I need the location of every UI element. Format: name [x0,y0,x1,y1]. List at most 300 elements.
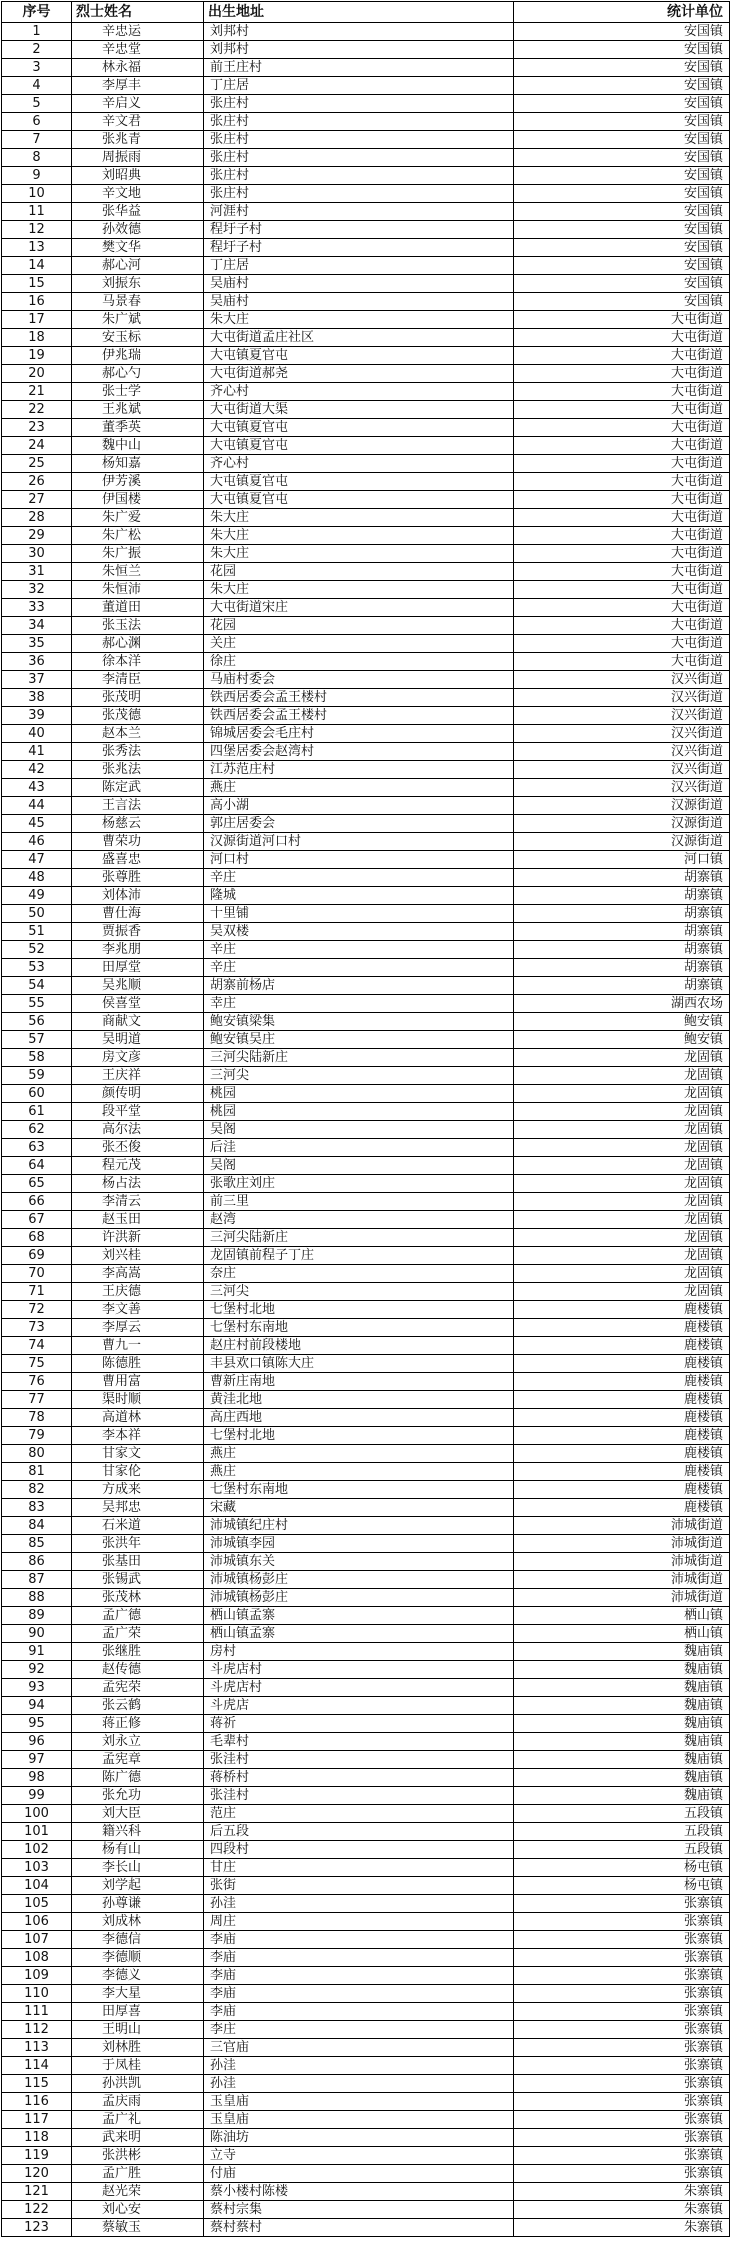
cell-unit: 沛城街道 [514,1589,730,1607]
cell-no: 119 [2,2147,72,2165]
table-row [2,383,730,401]
cell-name: 刘昭典 [72,167,204,185]
cell-name: 王明山 [72,2021,204,2039]
cell-no: 79 [2,1427,72,1445]
cell-unit: 大屯街道 [514,617,730,635]
cell-no: 33 [2,599,72,617]
cell-unit: 龙固镇 [514,1139,730,1157]
cell-no: 61 [2,1103,72,1121]
cell-place: 朱大庄 [204,545,514,563]
cell-place: 张庄村 [204,167,514,185]
table-row [2,833,730,851]
cell-name: 吴邦忠 [72,1499,204,1517]
table-row [2,2021,730,2039]
cell-place: 朱大庄 [204,527,514,545]
cell-place: 李庙 [204,2003,514,2021]
cell-unit: 安国镇 [514,239,730,257]
cell-name: 刘兴桂 [72,1247,204,1265]
cell-name: 孟宪章 [72,1751,204,1769]
table-row [2,1157,730,1175]
cell-no: 72 [2,1301,72,1319]
cell-no: 5 [2,95,72,113]
table-row [2,185,730,203]
cell-name: 张玉法 [72,617,204,635]
table-row [2,1265,730,1283]
cell-unit: 张寨镇 [514,1895,730,1913]
cell-place: 桃园 [204,1103,514,1121]
cell-unit: 魏庙镇 [514,1715,730,1733]
cell-place: 铁西居委会孟王楼村 [204,689,514,707]
cell-name: 刘大臣 [72,1805,204,1823]
cell-no: 52 [2,941,72,959]
cell-name: 籍兴科 [72,1823,204,1841]
cell-unit: 沛城街道 [514,1517,730,1535]
cell-name: 赵玉田 [72,1211,204,1229]
cell-no: 92 [2,1661,72,1679]
table-row [2,1247,730,1265]
cell-no: 64 [2,1157,72,1175]
header-row [2,2,730,23]
cell-no: 87 [2,1571,72,1589]
cell-place: 后洼 [204,1139,514,1157]
cell-unit: 大屯街道 [514,635,730,653]
cell-unit: 胡寨镇 [514,869,730,887]
cell-unit: 魏庙镇 [514,1643,730,1661]
cell-unit: 安国镇 [514,23,730,41]
cell-place: 张洼村 [204,1787,514,1805]
cell-no: 50 [2,905,72,923]
cell-place: 丰县欢口镇陈大庄 [204,1355,514,1373]
cell-unit: 大屯街道 [514,311,730,329]
cell-no: 9 [2,167,72,185]
cell-no: 84 [2,1517,72,1535]
header-unit: 统计单位 [514,2,730,23]
cell-no: 47 [2,851,72,869]
cell-place: 孙洼 [204,1895,514,1913]
cell-place: 大屯街道孟庄社区 [204,329,514,347]
table-row [2,1643,730,1661]
cell-name: 贾振香 [72,923,204,941]
cell-place: 栖山镇孟寨 [204,1625,514,1643]
table-row [2,95,730,113]
cell-name: 张洪彬 [72,2147,204,2165]
table-row [2,1319,730,1337]
cell-place: 鲍安镇梁集 [204,1013,514,1031]
cell-unit: 汉兴街道 [514,779,730,797]
cell-unit: 大屯街道 [514,329,730,347]
cell-unit: 安国镇 [514,203,730,221]
cell-name: 方成来 [72,1481,204,1499]
cell-name: 张兆法 [72,761,204,779]
cell-unit: 汉源街道 [514,833,730,851]
cell-name: 颜传明 [72,1085,204,1103]
cell-unit: 大屯街道 [514,491,730,509]
cell-name: 张云鹤 [72,1697,204,1715]
table-row [2,527,730,545]
cell-no: 81 [2,1463,72,1481]
table-row [2,1013,730,1031]
cell-place: 龙固镇前程子丁庄 [204,1247,514,1265]
cell-place: 大屯街道郝尧 [204,365,514,383]
cell-name: 蔡敏玉 [72,2219,204,2237]
cell-unit: 大屯街道 [514,455,730,473]
cell-place: 玉皇庙 [204,2093,514,2111]
cell-no: 78 [2,1409,72,1427]
cell-unit: 鹿楼镇 [514,1355,730,1373]
cell-no: 68 [2,1229,72,1247]
cell-no: 107 [2,1931,72,1949]
table-row [2,491,730,509]
cell-place: 三河尖陆新庄 [204,1229,514,1247]
cell-unit: 张寨镇 [514,2093,730,2111]
table-row [2,1805,730,1823]
cell-name: 郝心渊 [72,635,204,653]
table-row [2,1553,730,1571]
cell-name: 杨占法 [72,1175,204,1193]
cell-no: 46 [2,833,72,851]
cell-no: 89 [2,1607,72,1625]
cell-name: 曹荣功 [72,833,204,851]
cell-name: 伊芳溪 [72,473,204,491]
cell-name: 张继胜 [72,1643,204,1661]
cell-no: 31 [2,563,72,581]
cell-name: 张锡武 [72,1571,204,1589]
cell-place: 斗虎店 [204,1697,514,1715]
cell-no: 26 [2,473,72,491]
cell-no: 18 [2,329,72,347]
cell-place: 吴阁 [204,1157,514,1175]
cell-no: 54 [2,977,72,995]
cell-unit: 大屯街道 [514,653,730,671]
table-row [2,1517,730,1535]
cell-unit: 汉兴街道 [514,725,730,743]
cell-unit: 张寨镇 [514,1931,730,1949]
cell-unit: 胡寨镇 [514,905,730,923]
cell-name: 张兆青 [72,131,204,149]
cell-unit: 安国镇 [514,95,730,113]
cell-name: 张尊胜 [72,869,204,887]
cell-name: 林永福 [72,59,204,77]
cell-name: 魏中山 [72,437,204,455]
cell-no: 112 [2,2021,72,2039]
cell-place: 河涯村 [204,203,514,221]
cell-no: 1 [2,23,72,41]
cell-unit: 魏庙镇 [514,1769,730,1787]
cell-place: 奈庄 [204,1265,514,1283]
cell-name: 李德信 [72,1931,204,1949]
cell-name: 郝心勺 [72,365,204,383]
cell-no: 82 [2,1481,72,1499]
table-body [2,23,730,2237]
cell-name: 段平堂 [72,1103,204,1121]
cell-no: 14 [2,257,72,275]
cell-place: 四堡居委会赵湾村 [204,743,514,761]
cell-no: 60 [2,1085,72,1103]
cell-no: 51 [2,923,72,941]
cell-place: 鲍安镇吴庄 [204,1031,514,1049]
cell-name: 赵本兰 [72,725,204,743]
cell-name: 许洪新 [72,1229,204,1247]
cell-unit: 汉兴街道 [514,743,730,761]
table-row [2,2093,730,2111]
cell-unit: 安国镇 [514,257,730,275]
cell-place: 铁西居委会孟王楼村 [204,707,514,725]
cell-name: 高道林 [72,1409,204,1427]
table-row [2,365,730,383]
cell-name: 刘林胜 [72,2039,204,2057]
cell-name: 徐本洋 [72,653,204,671]
table-row [2,149,730,167]
cell-place: 高庄西地 [204,1409,514,1427]
cell-no: 4 [2,77,72,95]
table-row [2,671,730,689]
table-row [2,1895,730,1913]
cell-no: 103 [2,1859,72,1877]
cell-place: 关庄 [204,635,514,653]
table-row [2,221,730,239]
cell-place: 李庙 [204,1949,514,1967]
cell-unit: 张寨镇 [514,2057,730,2075]
cell-name: 陈德胜 [72,1355,204,1373]
table-row [2,311,730,329]
cell-name: 孟庆雨 [72,2093,204,2111]
cell-name: 李兆朋 [72,941,204,959]
table-row [2,2183,730,2201]
cell-no: 85 [2,1535,72,1553]
cell-place: 大屯镇夏官屯 [204,437,514,455]
table-row [2,2075,730,2093]
cell-place: 蔡小楼村陈楼 [204,2183,514,2201]
cell-no: 59 [2,1067,72,1085]
cell-place: 三河尖 [204,1283,514,1301]
cell-name: 曹用富 [72,1373,204,1391]
cell-name: 张茂明 [72,689,204,707]
cell-name: 朱广斌 [72,311,204,329]
cell-unit: 安国镇 [514,149,730,167]
cell-unit: 龙固镇 [514,1121,730,1139]
table-row [2,1571,730,1589]
cell-no: 45 [2,815,72,833]
cell-name: 樊文华 [72,239,204,257]
table-row [2,131,730,149]
cell-no: 98 [2,1769,72,1787]
cell-place: 张庄村 [204,131,514,149]
cell-place: 后五段 [204,1823,514,1841]
cell-no: 55 [2,995,72,1013]
table-row [2,1751,730,1769]
cell-name: 王兆斌 [72,401,204,419]
cell-unit: 安国镇 [514,185,730,203]
cell-unit: 龙固镇 [514,1157,730,1175]
cell-no: 101 [2,1823,72,1841]
cell-unit: 鹿楼镇 [514,1319,730,1337]
cell-no: 2 [2,41,72,59]
cell-name: 李本祥 [72,1427,204,1445]
martyrs-table [1,1,730,2237]
cell-no: 63 [2,1139,72,1157]
cell-no: 16 [2,293,72,311]
table-row [2,1139,730,1157]
table-row [2,77,730,95]
cell-no: 58 [2,1049,72,1067]
cell-place: 前王庄村 [204,59,514,77]
cell-place: 郭庄居委会 [204,815,514,833]
cell-place: 李庙 [204,1985,514,2003]
cell-unit: 鹿楼镇 [514,1463,730,1481]
cell-name: 田厚堂 [72,959,204,977]
cell-unit: 安国镇 [514,113,730,131]
table-row [2,509,730,527]
cell-name: 马景春 [72,293,204,311]
table-row [2,2219,730,2237]
cell-name: 辛文君 [72,113,204,131]
cell-name: 张华益 [72,203,204,221]
cell-unit: 张寨镇 [514,2165,730,2183]
cell-place: 蔡村蔡村 [204,2219,514,2237]
cell-place: 刘邦村 [204,41,514,59]
cell-name: 盛喜忠 [72,851,204,869]
cell-place: 四段村 [204,1841,514,1859]
cell-name: 蒋正修 [72,1715,204,1733]
cell-place: 赵湾 [204,1211,514,1229]
cell-no: 7 [2,131,72,149]
cell-place: 沛城镇杨彭庄 [204,1571,514,1589]
cell-name: 赵光荣 [72,2183,204,2201]
cell-place: 三河尖 [204,1067,514,1085]
cell-place: 斗虎店村 [204,1661,514,1679]
cell-unit: 鹿楼镇 [514,1409,730,1427]
cell-no: 13 [2,239,72,257]
cell-place: 李庙 [204,1931,514,1949]
cell-place: 张庄村 [204,113,514,131]
table-row [2,761,730,779]
cell-name: 辛忠运 [72,23,204,41]
cell-unit: 杨屯镇 [514,1877,730,1895]
cell-place: 房村 [204,1643,514,1661]
cell-no: 6 [2,113,72,131]
table-row [2,1193,730,1211]
table-row [2,1211,730,1229]
table-row [2,797,730,815]
cell-no: 116 [2,2093,72,2111]
cell-name: 曹九一 [72,1337,204,1355]
cell-unit: 安国镇 [514,167,730,185]
cell-place: 三官庙 [204,2039,514,2057]
cell-no: 39 [2,707,72,725]
cell-unit: 龙固镇 [514,1211,730,1229]
cell-name: 朱广振 [72,545,204,563]
cell-no: 94 [2,1697,72,1715]
cell-name: 赵传德 [72,1661,204,1679]
cell-name: 董季英 [72,419,204,437]
cell-unit: 鹿楼镇 [514,1337,730,1355]
cell-no: 123 [2,2219,72,2237]
cell-place: 燕庄 [204,779,514,797]
cell-place: 丁庄居 [204,257,514,275]
cell-unit: 鹿楼镇 [514,1373,730,1391]
cell-no: 99 [2,1787,72,1805]
table-row [2,1661,730,1679]
cell-no: 96 [2,1733,72,1751]
cell-name: 孟广德 [72,1607,204,1625]
cell-place: 张庄村 [204,185,514,203]
cell-unit: 张寨镇 [514,2075,730,2093]
table-row [2,1463,730,1481]
cell-unit: 魏庙镇 [514,1787,730,1805]
table-row [2,1085,730,1103]
table-row [2,1373,730,1391]
cell-no: 77 [2,1391,72,1409]
cell-place: 宋藏 [204,1499,514,1517]
cell-unit: 魏庙镇 [514,1733,730,1751]
cell-no: 29 [2,527,72,545]
cell-unit: 鲍安镇 [514,1031,730,1049]
cell-place: 朱大庄 [204,311,514,329]
cell-place: 七堡村东南地 [204,1319,514,1337]
cell-name: 伊兆瑞 [72,347,204,365]
cell-place: 范庄 [204,1805,514,1823]
cell-place: 张庄村 [204,149,514,167]
table-row [2,2147,730,2165]
cell-place: 辛庄 [204,959,514,977]
table-row [2,1535,730,1553]
table-row [2,1337,730,1355]
cell-name: 刘成林 [72,1913,204,1931]
table-row [2,905,730,923]
cell-name: 武来明 [72,2129,204,2147]
cell-place: 大屯镇夏官屯 [204,473,514,491]
cell-name: 房文彦 [72,1049,204,1067]
cell-no: 25 [2,455,72,473]
cell-place: 程圩子村 [204,221,514,239]
cell-no: 37 [2,671,72,689]
cell-no: 83 [2,1499,72,1517]
cell-name: 商献文 [72,1013,204,1031]
cell-name: 孟宪荣 [72,1679,204,1697]
cell-name: 朱广爱 [72,509,204,527]
cell-place: 丁庄居 [204,77,514,95]
cell-unit: 魏庙镇 [514,1751,730,1769]
cell-place: 大屯街道宋庄 [204,599,514,617]
cell-unit: 胡寨镇 [514,887,730,905]
cell-name: 孟广胜 [72,2165,204,2183]
cell-name: 李厚丰 [72,77,204,95]
table-row [2,293,730,311]
table-row [2,1499,730,1517]
table-row [2,725,730,743]
cell-name: 伊国楼 [72,491,204,509]
cell-no: 113 [2,2039,72,2057]
table-row [2,239,730,257]
table-row [2,2057,730,2075]
cell-name: 程元茂 [72,1157,204,1175]
table-row [2,1175,730,1193]
table-row [2,1877,730,1895]
cell-name: 张允功 [72,1787,204,1805]
table-row [2,581,730,599]
cell-name: 甘家文 [72,1445,204,1463]
cell-no: 102 [2,1841,72,1859]
cell-place: 陈油坊 [204,2129,514,2147]
cell-place: 辛庄 [204,869,514,887]
cell-place: 沛城镇杨彭庄 [204,1589,514,1607]
cell-unit: 张寨镇 [514,1967,730,1985]
cell-place: 幸庄 [204,995,514,1013]
table-row [2,1679,730,1697]
table-row [2,1121,730,1139]
cell-unit: 龙固镇 [514,1085,730,1103]
cell-unit: 张寨镇 [514,1913,730,1931]
